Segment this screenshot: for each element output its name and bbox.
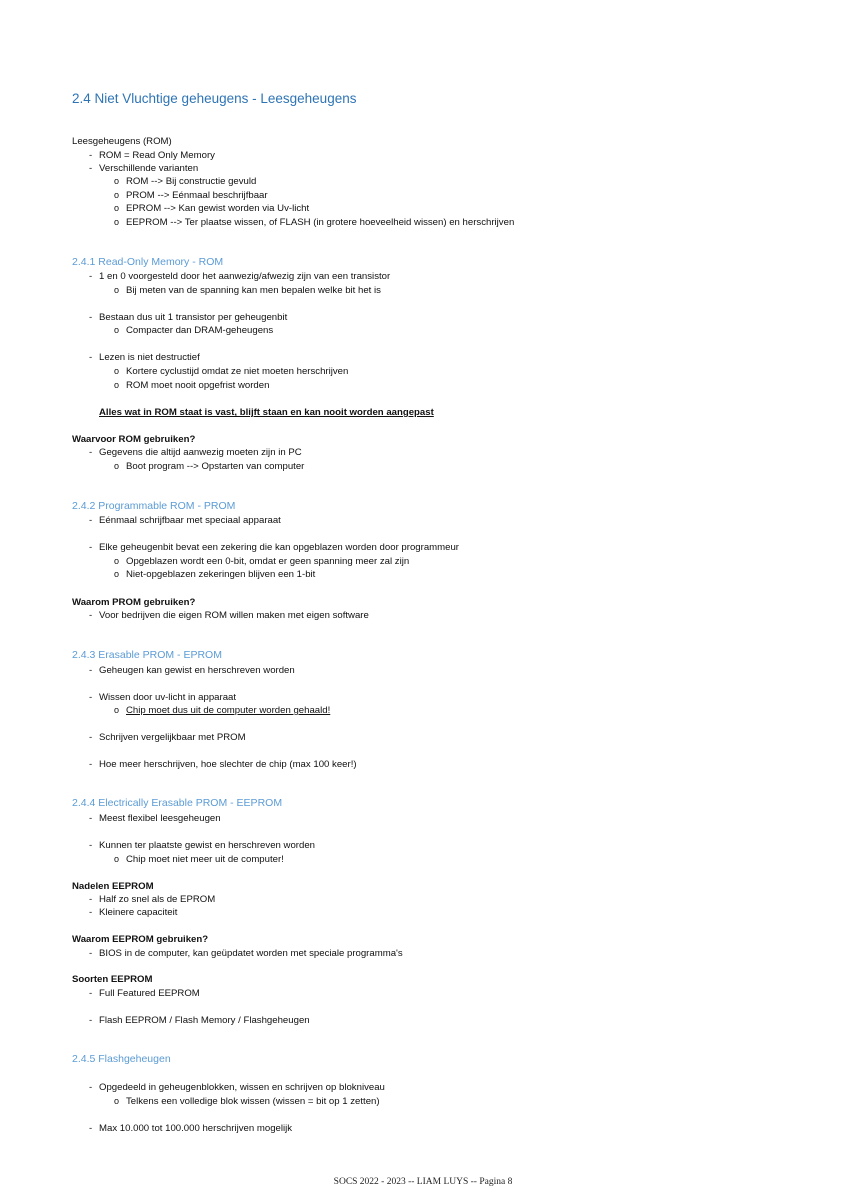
circle-bullet: o: [114, 285, 120, 295]
dash-bullet: -: [89, 515, 93, 526]
list-item: Opgedeeld in geheugenblokken, wissen en schrijven op blokniveau: [99, 1082, 385, 1093]
eeprom-why-heading: Waarom EEPROM gebruiken?: [72, 934, 209, 945]
eeprom-cons-heading: Nadelen EEPROM: [72, 881, 154, 892]
list-item: EEPROM --> Ter plaatse wissen, of FLASH (in grotere hoeveelheid wissen) en herschrijven: [126, 217, 515, 228]
dash-bullet: -: [89, 907, 93, 918]
list-item: Bij meten van de spanning kan men bepalen welke bit het is: [126, 285, 381, 296]
dash-bullet: -: [89, 271, 93, 282]
list-item: ROM --> Bij constructie gevuld: [126, 176, 257, 187]
list-item: Gegevens die altijd aanwezig moeten zijn in PC: [99, 447, 302, 458]
section-heading-eeprom: 2.4.4 Electrically Erasable PROM - EEPROM: [72, 797, 283, 809]
list-item: Wissen door uv-licht in apparaat: [99, 692, 237, 703]
list-item: Flash EEPROM / Flash Memory / Flashgeheugen: [99, 1015, 310, 1026]
list-item: Meest flexibel leesgeheugen: [99, 813, 221, 824]
list-item: 1 en 0 voorgesteld door het aanwezig/afwezig zijn van een transistor: [99, 271, 391, 282]
dash-bullet: -: [89, 894, 93, 905]
section-heading-prom: 2.4.2 Programmable ROM - PROM: [72, 500, 236, 512]
list-item: Kunnen ter plaatste gewist en herschreven worden: [99, 840, 315, 851]
list-item: Hoe meer herschrijven, hoe slechter de chip (max 100 keer!): [99, 759, 357, 770]
list-item: Elke geheugenbit bevat een zekering die kan opgeblazen worden door programmeur: [99, 542, 460, 553]
circle-bullet: o: [114, 217, 120, 227]
list-item: Bestaan dus uit 1 transistor per geheugenbit: [99, 312, 288, 323]
dash-bullet: -: [89, 610, 93, 621]
list-item: Kortere cyclustijd omdat ze niet moeten herschrijven: [126, 366, 349, 377]
page-title: 2.4 Niet Vluchtige geheugens - Leesgeheugens: [72, 91, 357, 106]
dash-bullet: -: [89, 732, 93, 743]
circle-bullet: o: [114, 461, 120, 471]
list-item: Opgeblazen wordt een 0-bit, omdat er geen spanning meer zal zijn: [126, 556, 410, 567]
section-heading-eprom: 2.4.3 Erasable PROM - EPROM: [72, 649, 222, 661]
circle-bullet: o: [114, 203, 120, 213]
list-item: Kleinere capaciteit: [99, 907, 178, 918]
dash-bullet: -: [89, 163, 93, 174]
dash-bullet: -: [89, 312, 93, 323]
dash-bullet: -: [89, 542, 93, 553]
dash-bullet: -: [89, 665, 93, 676]
circle-bullet: o: [114, 176, 120, 186]
list-item: Telkens een volledige blok wissen (wissen = bit op 1 zetten): [126, 1096, 380, 1107]
list-item: ROM = Read Only Memory: [99, 150, 215, 161]
list-item: ROM moet nooit opgefrist worden: [126, 380, 270, 391]
dash-bullet: -: [89, 1123, 93, 1134]
rom-why-heading: Waarvoor ROM gebruiken?: [72, 434, 196, 445]
dash-bullet: -: [89, 692, 93, 703]
eeprom-kinds-heading: Soorten EEPROM: [72, 974, 153, 985]
list-item: Verschillende varianten: [99, 163, 199, 174]
section-heading-flash: 2.4.5 Flashgeheugen: [72, 1053, 171, 1065]
list-item: Boot program --> Opstarten van computer: [126, 461, 305, 472]
circle-bullet: o: [114, 380, 120, 390]
list-item: Geheugen kan gewist en herschreven worden: [99, 665, 295, 676]
circle-bullet: o: [114, 705, 120, 715]
list-item: Niet-opgeblazen zekeringen blijven een 1-bit: [126, 569, 316, 580]
dash-bullet: -: [89, 1015, 93, 1026]
dash-bullet: -: [89, 352, 93, 363]
dash-bullet: -: [89, 813, 93, 824]
list-item: Lezen is niet destructief: [99, 352, 200, 363]
circle-bullet: o: [114, 190, 120, 200]
dash-bullet: -: [89, 1082, 93, 1093]
circle-bullet: o: [114, 854, 120, 864]
dash-bullet: -: [89, 948, 93, 959]
rom-note: Alles wat in ROM staat is vast, blijft staan en kan nooit worden aangepast: [99, 407, 434, 418]
circle-bullet: o: [114, 1096, 120, 1106]
page-footer: SOCS 2022 - 2023 -- LIAM LUYS -- Pagina 8: [333, 1177, 513, 1187]
dash-bullet: -: [89, 150, 93, 161]
list-item: Max 10.000 tot 100.000 herschrijven mogelijk: [99, 1123, 293, 1134]
circle-bullet: o: [114, 569, 120, 579]
list-item: Chip moet dus uit de computer worden gehaald!: [126, 705, 331, 716]
circle-bullet: o: [114, 366, 120, 376]
dash-bullet: -: [89, 759, 93, 770]
section-heading-rom: 2.4.1 Read-Only Memory - ROM: [72, 256, 224, 268]
circle-bullet: o: [114, 556, 120, 566]
list-item: Full Featured EEPROM: [99, 988, 200, 999]
list-item: Schrijven vergelijkbaar met PROM: [99, 732, 246, 743]
list-item: Half zo snel als de EPROM: [99, 894, 216, 905]
list-item: Eénmaal schrijfbaar met speciaal apparaat: [99, 515, 281, 526]
prom-why-heading: Waarom PROM gebruiken?: [72, 597, 196, 608]
list-item: BIOS in de computer, kan geüpdatet worden met speciale programma's: [99, 948, 403, 959]
intro-heading: Leesgeheugens (ROM): [72, 136, 172, 147]
dash-bullet: -: [89, 840, 93, 851]
list-item: Chip moet niet meer uit de computer!: [126, 854, 284, 865]
circle-bullet: o: [114, 325, 120, 335]
list-item: Voor bedrijven die eigen ROM willen maken met eigen software: [99, 610, 369, 621]
dash-bullet: -: [89, 988, 93, 999]
list-item: Compacter dan DRAM-geheugens: [126, 325, 274, 336]
list-item: PROM --> Eénmaal beschrijfbaar: [126, 190, 268, 201]
dash-bullet: -: [89, 447, 93, 458]
list-item: EPROM --> Kan gewist worden via Uv-licht: [126, 203, 310, 214]
